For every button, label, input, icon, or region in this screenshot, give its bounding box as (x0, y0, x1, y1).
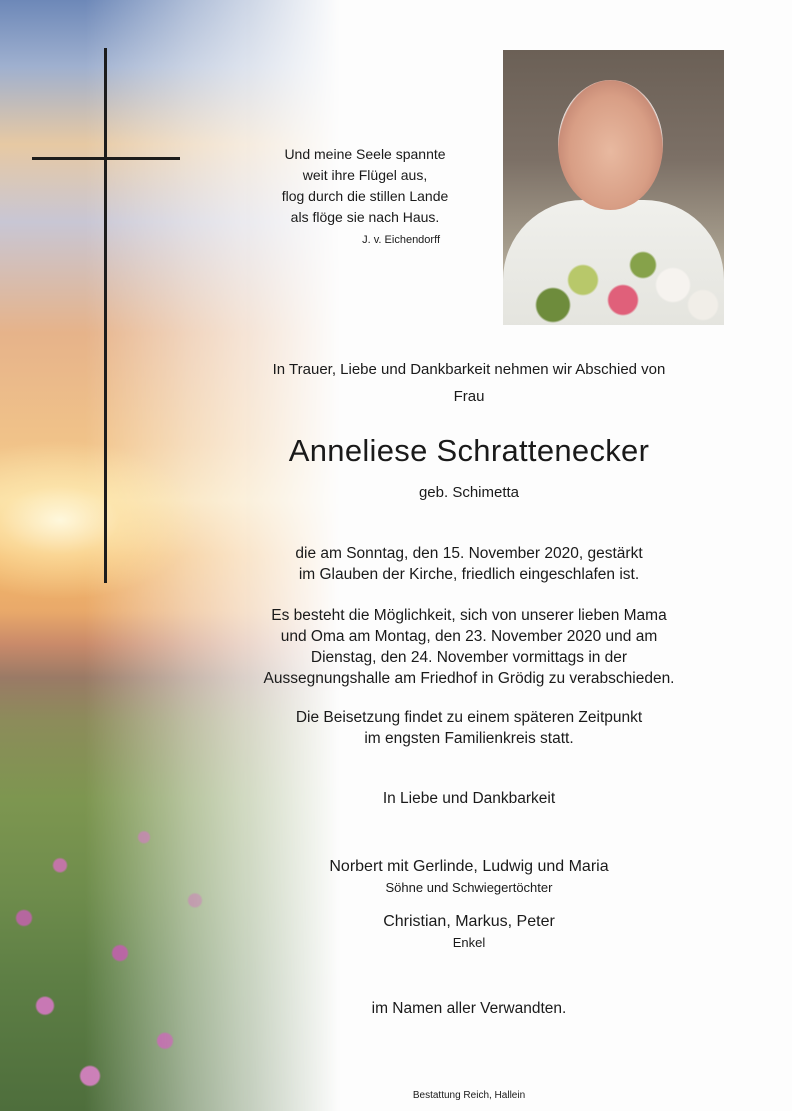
poem-line: Und meine Seele spannte (284, 146, 446, 162)
farewell-paragraph (230, 605, 708, 689)
undertaker-credit: Bestattung Reich, Hallein (412, 1090, 526, 1101)
sunset-glow (0, 440, 200, 600)
maiden-name: geb. Schimetta (418, 484, 520, 501)
poem-author: J. v. Eichendorff (362, 234, 440, 246)
relatives-line: im Namen aller Verwandten. (371, 1000, 567, 1017)
mourners-grandchildren-role: Enkel (452, 935, 486, 950)
poem-line: als flöge sie nach Haus. (290, 209, 440, 225)
deceased-name: Anneliese Schrattenecker (288, 433, 650, 468)
cross-icon-vertical (104, 48, 107, 583)
photo-bouquet (523, 225, 723, 325)
poem-line: flog durch die stillen Lande (281, 188, 449, 204)
mourners-sons: Norbert mit Gerlinde, Ludwig und Maria (329, 858, 609, 875)
mourners-sons-role: Söhne und Schwiegertöchter (385, 880, 553, 895)
portrait-photo (503, 50, 724, 325)
paragraph-line: Aussegnungshalle am Friedhof in Grödig zu verabschieden. (263, 670, 675, 687)
photo-face (558, 80, 663, 210)
paragraph-line: die am Sonntag, den 15. November 2020, gestärkt (295, 545, 643, 562)
intro-title: Frau (453, 388, 485, 405)
paragraph-line: Die Beisetzung findet zu einem späteren Zeitpunkt (295, 709, 643, 726)
intro-text (230, 356, 708, 410)
paragraph-line: im Glauben der Kirche, friedlich eingeschlafen ist. (298, 566, 640, 583)
cross-icon-horizontal (32, 157, 180, 160)
paragraph-line: und Oma am Montag, den 23. November 2020 und am (280, 628, 658, 645)
paragraph-line: Es besteht die Möglichkeit, sich von unserer lieben Mama (271, 607, 667, 624)
paragraph-line: im engsten Familienkreis statt. (364, 730, 574, 747)
poem-line: weit ihre Flügel aus, (302, 167, 428, 183)
mourners-grandchildren: Christian, Markus, Peter (383, 913, 555, 930)
burial-paragraph (230, 707, 708, 749)
intro-line: In Trauer, Liebe und Dankbarkeit nehmen wir Abschied von (272, 361, 666, 378)
paragraph-line: Dienstag, den 24. November vormittags in der (310, 649, 628, 666)
death-notice-paragraph (230, 543, 708, 585)
poem (250, 144, 480, 251)
closing-phrase: In Liebe und Dankbarkeit (382, 790, 556, 807)
